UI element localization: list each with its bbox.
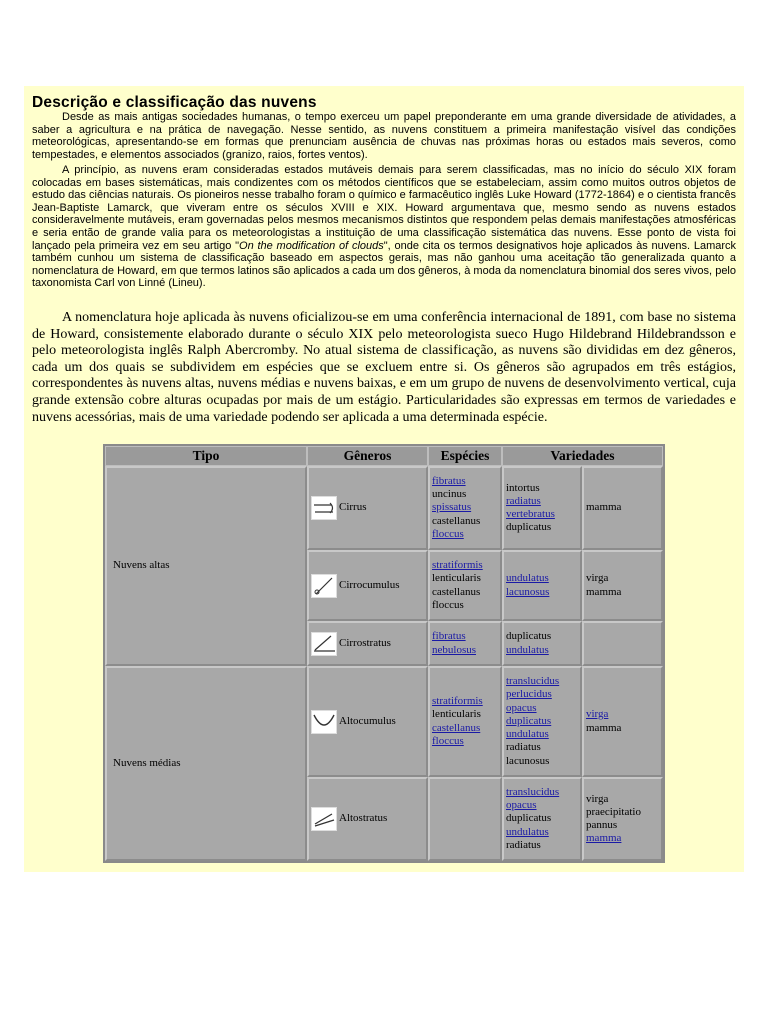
term-text: radiatus: [506, 741, 541, 754]
genero-cell: [307, 466, 428, 550]
term-link[interactable]: fibratus: [432, 474, 466, 487]
nomenclature-text: A nomenclatura hoje aplicada às nuvens oficializou-se em uma conferência internacional de 1891, com base no sistema de Howard, consistemente elaborado durante o século XIX pelo meteorologista sueco Hugo Hildebrand Hildebrandsson e pelo meteorologista inglês Ralph Abercromby. No atual sistema de classificação, as nuvens são divididas em dez gêneros, cada um dos quais se subdividem em espécies que se excluem entre si. Os gêneros são agrupados em três estágios, correspondentes às nuvens altas, nuvens médias e nuvens baixas, e em um grupo de nuvens de desenvolvimento vertical, cuja grande extensão cobre alturas ocupadas por mais de um estágio. Particularidades são expressas em termos de variedades e nuvens acessórias, mais de uma variedade podendo ser aplicada a uma determinada espécie.: [32, 310, 736, 425]
term-link[interactable]: undulatus: [506, 643, 549, 656]
header-generos: Gêneros: [307, 446, 428, 466]
header-tipo: Tipo: [105, 446, 307, 466]
term-link[interactable]: translucidus: [506, 675, 560, 688]
variedades-cell: [502, 621, 582, 666]
term-text: duplicatus: [506, 521, 552, 534]
especies-cell: [428, 666, 502, 777]
especies-cell: [428, 621, 502, 666]
term-link[interactable]: vertebratus: [506, 508, 555, 520]
intro-paragraph: [32, 111, 736, 161]
cirrostratus-icon: [311, 632, 337, 656]
altostratus-icon: [311, 807, 337, 831]
term-link[interactable]: undulatus: [506, 572, 549, 585]
term-link[interactable]: translucidus: [506, 785, 560, 798]
article-title: On the modification of clouds: [239, 239, 384, 252]
term-link[interactable]: opacus: [506, 701, 537, 714]
genero-cell: [307, 777, 428, 861]
term-link[interactable]: floccus: [432, 734, 464, 747]
genero-cell: [307, 550, 428, 621]
term-link[interactable]: floccus: [432, 527, 464, 540]
variedades-extra-cell: [582, 550, 663, 621]
page-title: Descrição e classificação das nuvens: [32, 94, 317, 111]
term-text: lacunosus: [506, 754, 550, 767]
term-text: floccus: [432, 598, 464, 611]
table-header-row: [105, 446, 663, 466]
especies-cell: [428, 777, 502, 861]
tipo-cell: Nuvens médias: [105, 666, 307, 861]
especies-cell: [428, 466, 502, 550]
term-text: mamma: [586, 585, 622, 598]
term-link[interactable]: undulatus: [506, 728, 549, 741]
altocumulus-icon: [311, 710, 337, 734]
term-text: virga: [586, 572, 609, 585]
term-text: uncinus: [432, 488, 467, 501]
term-text: duplicatus: [506, 630, 552, 643]
term-link[interactable]: mamma: [586, 832, 622, 845]
term-link[interactable]: castellanus: [432, 721, 481, 734]
variedades-cell: [502, 550, 582, 621]
history-text-a: A princípio, as nuvens eram consideradas estados mutáveis demais para serem classificadas, mas no início do século XIX foram colocadas em bases sistemáticas, mais condizentes com os métodos científicos que se estabeleciam, assim como muitos outros objetos de estudo das ciências naturais. Os pioneiros nesse trabalho foram o químico e farmacêutico inglês Luke Howard (1772-1864) e o cientista francês Jean-Baptiste Lamarck, que viveram entre os séculos XVIII e XIX. Howard argumentava que, mesmo sendo as nuvens estados consideravelmente mutáveis, eram governadas pelos mesmos mecanismos distintos que respondem pelas demais manifestações atmosféricas e seria então de grande valia para os meteorologistas a instituição de uma classificação sistemática das nuvens. Esse ponto de vista foi lançado pela primeira vez em seu artigo ": [32, 164, 736, 252]
variedades-extra-cell: [582, 621, 663, 666]
variedades-extra-cell: [582, 777, 663, 861]
term-link[interactable]: virga: [586, 708, 609, 721]
cirrus-icon: [311, 496, 337, 520]
header-variedades: Variedades: [502, 446, 663, 466]
term-link[interactable]: fibratus: [432, 630, 466, 643]
term-link[interactable]: lacunosus: [506, 585, 550, 598]
cloud-classification-table: [103, 444, 665, 863]
term-link[interactable]: duplicatus: [506, 714, 552, 727]
genero-name: Cirrostratus: [339, 636, 391, 649]
genero-name: Cirrus: [339, 501, 367, 514]
term-text: duplicatus: [506, 812, 552, 825]
term-text: intortus: [506, 481, 540, 494]
term-text: virga: [586, 792, 609, 805]
genero-name: Altostratus: [339, 812, 388, 825]
term-link[interactable]: spissatus: [432, 501, 472, 514]
variedades-cell: [502, 466, 582, 550]
variedades-cell: [502, 666, 582, 777]
term-text: lenticularis: [432, 708, 481, 721]
term-link[interactable]: perlucidus: [506, 688, 552, 701]
tipo-cell: Nuvens altas: [105, 466, 307, 666]
genero-cell: [307, 666, 428, 777]
genero-name: Cirrocumulus: [339, 578, 400, 591]
genero-cell: [307, 621, 428, 666]
variedades-extra-cell: [582, 466, 663, 550]
term-link[interactable]: radiatus: [506, 494, 541, 507]
especies-cell: [428, 550, 502, 621]
history-paragraph: [32, 164, 736, 290]
term-text: radiatus: [506, 838, 541, 851]
variedades-cell: [502, 777, 582, 861]
term-link[interactable]: stratiformis: [432, 559, 483, 572]
nomenclature-paragraph: [32, 310, 736, 426]
intro-text: Desde as mais antigas sociedades humanas, o tempo exerceu um papel preponderante em uma grande diversidade de atividades, a saber a agricultura e na prática de navegação. Nesse sentido, as nuvens constituem a primeira manifestação visível das condições meteorológicas, apresentando-se em formas que prenunciam ausência de chuvas nas próximas horas ou estados mais severos, como tempestades, e elementos associados (granizo, raios, fortes ventos).: [32, 111, 736, 161]
term-link[interactable]: stratiformis: [432, 695, 483, 708]
term-text: praecipitatio: [586, 805, 641, 818]
term-text: castellanus: [432, 514, 481, 527]
history-text-b: ", onde cita os termos designativos hoje aplicados às nuvens. Lamarck também cunhou um sistema de classificação baseado em aspectos gerais, mas não ganhou uma aceitação tão generalizada quanto a nomenclatura de Howard, em que termos latinos são aplicados a cada um dos gêneros, à moda da nomenclatura binomial dos seres vivos, pelo taxonomista Carl von Linné (Lineu).: [32, 239, 737, 290]
variedades-extra-cell: [582, 666, 663, 777]
term-text: mamma: [586, 721, 622, 734]
term-text: pannus: [586, 819, 618, 831]
genero-name: Altocumulus: [339, 714, 396, 727]
content-panel: [24, 86, 744, 872]
term-text: mamma: [586, 501, 622, 514]
cirrocumulus-icon: [311, 574, 337, 598]
table-row: [105, 666, 663, 777]
table-row: [105, 466, 663, 550]
term-text: castellanus: [432, 585, 481, 598]
header-especies: Espécies: [428, 446, 502, 466]
term-link[interactable]: undulatus: [506, 825, 549, 838]
term-text: lenticularis: [432, 572, 481, 585]
term-link[interactable]: nebulosus: [432, 643, 476, 656]
term-link[interactable]: opacus: [506, 799, 537, 812]
